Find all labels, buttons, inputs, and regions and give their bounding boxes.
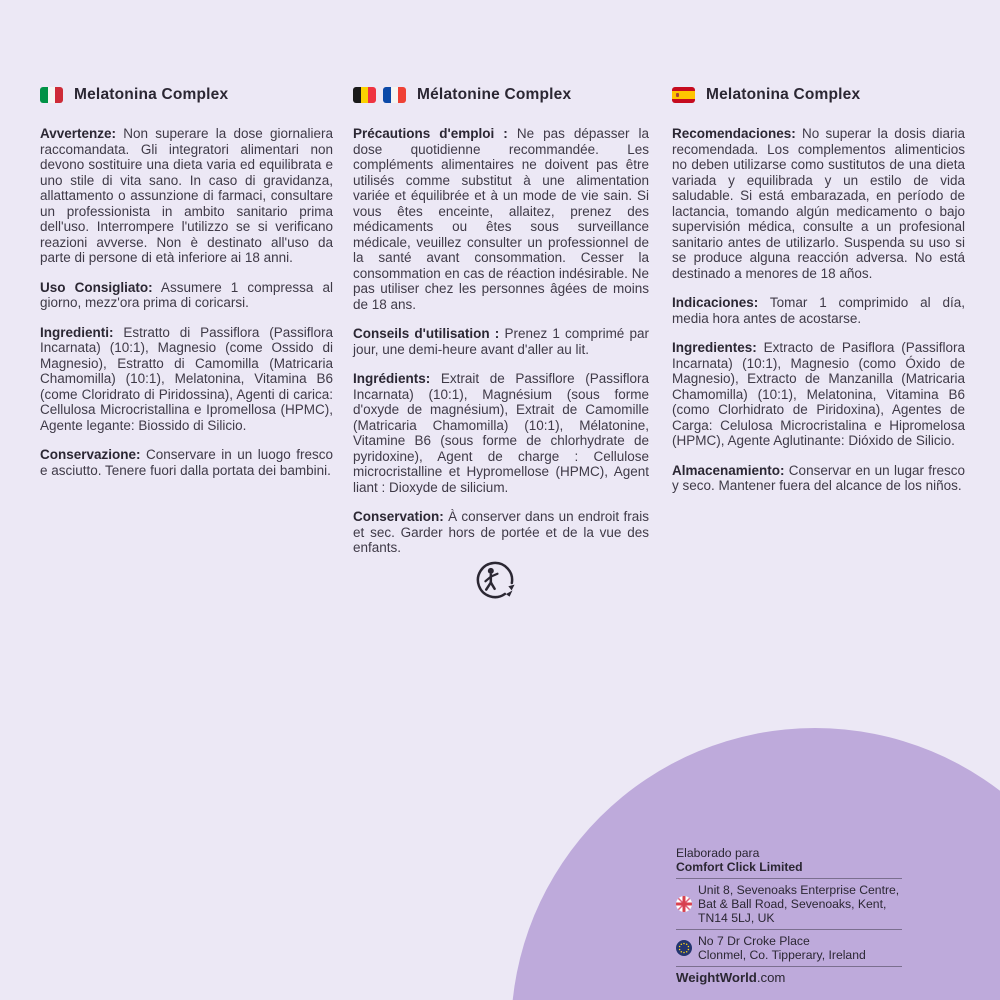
column-title-row [672, 86, 965, 103]
ireland-address: No 7 Dr Croke Place Clonmel, Co. Tipperary, Ireland [698, 934, 866, 962]
usage-label-es: Indicaciones: [672, 295, 759, 310]
storage-label-it: Conservazione: [40, 447, 141, 462]
warnings-paragraph-it: Avvertenze: Non superare la dose giornaliera raccomandata. Gli integratori alimentari non devono sostituire una dieta varia ed equilibrata e uno stile di vita sano. In caso di gravidanza, allattamento o assunzione di farmaci, consultare un professionista in ambito sanitario prima dell'uso. Interrompere l'utilizzo se si verificano reazioni avverse. Non è destinato all'uso da parte di persone di età inferiore ai 18 anni. [40, 126, 333, 265]
italy-flag-icon [40, 87, 63, 103]
label-column-french [353, 86, 649, 603]
company-name: Comfort Click Limited [676, 860, 803, 874]
spain-flag-icon [672, 87, 695, 103]
ingredients-label-fr: Ingrédients: [353, 371, 431, 386]
brand-name: WeightWorld [676, 970, 757, 985]
warnings-label-es: Recomendaciones: [672, 126, 796, 141]
uk-address: Unit 8, Sevenoaks Enterprise Centre, Bat & Ball Road, Sevenoaks, Kent, TN14 5LJ, UK [698, 883, 900, 925]
divider [676, 966, 902, 967]
uk-flag-icon [676, 896, 692, 912]
divider [676, 878, 902, 879]
usage-label-it: Uso Consigliato: [40, 279, 153, 295]
warnings-label-it: Avvertenze: [40, 126, 117, 141]
eu-flag-icon [676, 940, 692, 956]
ingredients-paragraph-es: Ingredientes: Extracto de Pasiflora (Passiflora Incarnata) (10:1), Magnesio (como Óxido de Magnesio), Extracto de Manzanilla (Matricaria Chamomilla) (10:1), Melatonina, Vitamina B6 (como Clorhidrato de Piridoxina), Agentes de Carga: Celulosa Microcristalina e Hipromelosa (HPMC), Agente Aglutinante: Dióxido de Silicio. [672, 340, 965, 448]
usage-paragraph-fr: Conseils d'utilisation : Prenez 1 comprimé par jour, une demi-heure avant d'aller au lit. [353, 326, 649, 357]
belgium-flag-icon [353, 87, 376, 103]
manufacturer-info [676, 846, 902, 985]
usage-paragraph-it: Uso Consigliato: Assumere 1 compressa al giorno, mezz'ora prima di coricarsi. [40, 279, 333, 310]
warnings-paragraph-es: Recomendaciones: No superar la dosis diaria recomendada. Los complementos alimenticios no deben utilizarse como sustitutos de una dieta variada y equilibrada y un estilo de vida saludable. Si está embarazada, en período de lactancia, tomando algún medicamento o bajo supervisión médica, consulte a un profesional sanitario antes de utilizarlo. Suspenda su uso si se produce alguna reacción adversa. No está destinado a menores de 18 años. [672, 126, 965, 281]
label-column-italian [40, 86, 333, 492]
product-title: Mélatonine Complex [417, 85, 572, 103]
divider [676, 929, 902, 930]
storage-label-es: Almacenamiento: [672, 462, 785, 478]
made-for-label: Elaborado para [676, 846, 760, 860]
warnings-label-fr: Précautions d'emploi : [353, 126, 508, 141]
column-title-row [40, 86, 333, 103]
ingredients-paragraph-fr: Ingrédients: Extrait de Passiflore (Passiflora Incarnata) (10:1), Magnésium (sous forme d'oxyde de magnésium), Extrait de Camomille (Matricaria Chamomilla) (10:1), Mélatonine, Vitamine B6 (sous forme de chlorhydrate de pyridoxine), Agent de charge : Cellulose microcristalline et Hypromellose (HPMC), Agent liant : Dioxyde de silicium. [353, 371, 649, 495]
triman-recycling-icon [475, 560, 649, 604]
storage-paragraph-es: Almacenamiento: Conservar en un lugar fresco y seco. Mantener fuera del alcance de los niños. [672, 462, 965, 493]
ingredients-label-it: Ingredienti: [40, 324, 114, 340]
product-title: Melatonina Complex [74, 85, 229, 103]
france-flag-icon [383, 87, 406, 103]
column-title-row [353, 86, 649, 103]
product-title: Melatonina Complex [706, 85, 861, 103]
warnings-paragraph-fr: Précautions d'emploi : Ne pas dépasser la dose quotidienne recommandée. Les compléments alimentaires ne doivent pas être utilisés comme substitut à une alimentation variée et équilibrée et à un mode de vie sain. Si vous êtes enceinte, allaitez, prenez des médicaments ou êtes sous surveillance médicale, veuillez consulter un professionnel de la santé avant consommation. Cesser la consommation en cas de réaction indésirable. Ne pas utiliser chez les personnes âgées de moins de 18 ans. [353, 126, 649, 312]
brand-logo [676, 971, 902, 985]
usage-paragraph-es: Indicaciones: Tomar 1 comprimido al día, media hora antes de acostarse. [672, 295, 965, 326]
brand-suffix: .com [756, 970, 786, 985]
ingredients-paragraph-it: Ingredienti: Estratto di Passiflora (Passiflora Incarnata) (10:1), Magnesio (come Ossido di Magnesio), Estratto di Camomilla (Matricaria Chamomilla) (10:1), Melatonina, Vitamina B6 (come Cloridrato di Piridossina), Agenti di carica: Cellulosa Microcristallina e Ipromellosa (HPMC), Agente legante: Biossido di Silicio. [40, 324, 333, 433]
storage-paragraph-it: Conservazione: Conservare in un luogo fresco e asciutto. Tenere fuori dalla portata dei bambini. [40, 447, 333, 478]
ingredients-label-es: Ingredientes: [672, 340, 757, 355]
storage-paragraph-fr: Conservation: À conserver dans un endroit frais et sec. Garder hors de portée et de la vue des enfants. [353, 509, 649, 555]
uk-address-row [676, 883, 902, 925]
storage-label-fr: Conservation: [353, 509, 444, 524]
usage-label-fr: Conseils d'utilisation : [353, 326, 500, 341]
ireland-address-row [676, 934, 902, 962]
label-column-spanish [672, 86, 965, 508]
